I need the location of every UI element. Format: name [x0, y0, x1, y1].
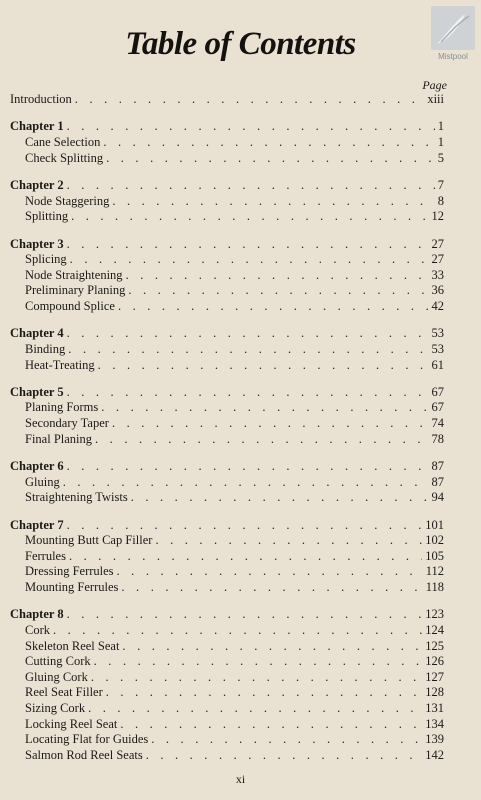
toc-entry-label: Skeleton Reel Seat — [25, 638, 120, 653]
toc-entry-page: 67 — [431, 384, 444, 399]
toc-section-entry — [10, 549, 444, 565]
toc-entry-label: Reel Seat Filler — [25, 685, 103, 700]
toc-leader-dots — [106, 151, 435, 167]
toc-leader-dots — [121, 580, 422, 596]
toc-section-entry — [10, 135, 444, 151]
toc-entry-page: 67 — [431, 400, 444, 415]
toc-entry-label: Mounting Butt Cap Filler — [25, 533, 153, 548]
toc-leader-dots — [94, 654, 423, 670]
toc-leader-dots — [67, 385, 429, 401]
toc-chapter-entry — [10, 607, 444, 623]
toc-entry-label: Mounting Ferrules — [25, 580, 119, 595]
toc-entry-page: 131 — [425, 700, 444, 715]
toc-entry-label: Salmon Rod Reel Seats — [25, 747, 143, 762]
toc-leader-dots — [106, 685, 422, 701]
toc-entry-page: 1 — [437, 134, 444, 149]
toc-entry-label: Cane Selection — [25, 134, 101, 149]
toc-entry-page: 139 — [425, 732, 444, 747]
toc-entry-page: 124 — [425, 623, 444, 637]
toc-section-entry — [10, 416, 444, 432]
toc-leader-dots — [112, 416, 429, 432]
toc-section-entry — [10, 670, 444, 686]
toc-entry-label: Final Planing — [25, 431, 93, 446]
toc-leader-dots — [112, 194, 434, 210]
toc-entry-label: Chapter 4 — [10, 326, 64, 341]
toc-entry-label: Chapter 5 — [10, 384, 64, 399]
toc-section-entry — [10, 717, 444, 733]
toc-section-entry — [10, 685, 444, 701]
toc-section-entry — [10, 151, 444, 167]
toc-section-entry — [10, 639, 444, 655]
toc-entry-label: Introduction — [10, 92, 72, 106]
toc-section-entry — [10, 533, 444, 549]
toc-chapter-entry — [10, 459, 444, 475]
toc-leader-dots — [67, 178, 435, 194]
toc-leader-dots — [67, 459, 429, 475]
toc-section-entry — [10, 475, 444, 491]
toc-spacer — [10, 596, 444, 608]
toc-section-entry — [10, 209, 444, 225]
toc-entry-page: 128 — [425, 685, 444, 700]
toc-spacer — [10, 225, 444, 237]
toc-entry-label: Node Straightening — [25, 267, 123, 282]
toc-leader-dots — [67, 326, 429, 342]
toc-chapter-entry — [10, 92, 444, 108]
toc-entry-page: 53 — [431, 326, 444, 341]
toc-leader-dots — [71, 209, 428, 225]
toc-entry-label: Splitting — [25, 209, 69, 224]
toc-entry-page: 5 — [437, 150, 444, 165]
toc-spacer — [10, 108, 444, 120]
toc-entry-label: Chapter 3 — [10, 236, 64, 251]
toc-entry-label: Ferrules — [25, 548, 66, 563]
toc-entry-label: Gluing — [25, 474, 60, 489]
toc-entry-page: 118 — [425, 580, 444, 595]
toc-entry-label: Chapter 1 — [10, 119, 64, 134]
toc-leader-dots — [67, 119, 435, 135]
toc-entry-label: Heat-Treating — [25, 357, 95, 372]
toc-leader-dots — [131, 490, 429, 506]
toc-section-entry — [10, 268, 444, 284]
toc-leader-dots — [118, 299, 429, 315]
toc-spacer — [10, 315, 444, 327]
toc-section-entry — [10, 732, 444, 748]
toc-list — [10, 92, 444, 763]
toc-entry-label: Gluing Cork — [25, 669, 88, 684]
toc-leader-dots — [67, 237, 429, 253]
toc-section-entry — [10, 283, 444, 299]
toc-entry-page: 74 — [431, 416, 444, 431]
toc-section-entry — [10, 748, 444, 764]
toc-chapter-entry — [10, 119, 444, 135]
toc-section-entry — [10, 342, 444, 358]
toc-entry-label: Dressing Ferrules — [25, 564, 114, 579]
toc-leader-dots — [101, 400, 428, 416]
toc-leader-dots — [70, 252, 429, 268]
page-column-header: Page — [422, 78, 447, 92]
toc-entry-page: 101 — [425, 517, 444, 532]
toc-leader-dots — [88, 701, 422, 717]
page-title: Table of Contents — [125, 26, 356, 62]
toc-section-entry — [10, 358, 444, 374]
toc-entry-page: 102 — [425, 533, 444, 548]
toc-entry-label: Binding — [25, 341, 66, 356]
toc-entry-label: Node Staggering — [25, 193, 110, 208]
toc-entry-page: 36 — [431, 283, 444, 298]
toc-leader-dots — [122, 639, 422, 655]
toc-entry-page: 87 — [431, 459, 444, 474]
toc-entry-page: 42 — [431, 298, 444, 313]
toc-section-entry — [10, 654, 444, 670]
toc-leader-dots — [67, 607, 423, 623]
toc-leader-dots — [155, 533, 422, 549]
toc-spacer — [10, 447, 444, 459]
toc-entry-page: 8 — [437, 193, 444, 208]
toc-section-entry — [10, 299, 444, 315]
toc-entry-label: Splicing — [25, 252, 67, 267]
toc-entry-label: Chapter 7 — [10, 517, 64, 532]
toc-leader-dots — [91, 670, 422, 686]
toc-leader-dots — [53, 623, 422, 639]
toc-entry-page: 134 — [425, 716, 444, 731]
toc-entry-label: Chapter 6 — [10, 459, 64, 474]
toc-entry-page: 142 — [425, 747, 444, 762]
toc-entry-page: 53 — [431, 341, 444, 356]
watermark-text: Mistpool — [438, 52, 468, 61]
toc-entry-page: 7 — [437, 177, 444, 192]
toc-entry-label: Preliminary Planing — [25, 283, 126, 298]
toc-chapter-entry — [10, 518, 444, 534]
toc-section-entry — [10, 564, 444, 580]
toc-entry-label: Secondary Taper — [25, 416, 109, 431]
toc-entry-page: 127 — [425, 669, 444, 684]
toc-leader-dots — [68, 342, 428, 358]
toc-section-entry — [10, 252, 444, 268]
toc-leader-dots — [63, 475, 429, 491]
toc-chapter-entry — [10, 178, 444, 194]
toc-section-entry — [10, 432, 444, 448]
toc-entry-label: Locking Reel Seat — [25, 716, 118, 731]
toc-leader-dots — [95, 432, 428, 448]
toc-leader-dots — [151, 732, 422, 748]
page-folio: xi — [235, 772, 246, 786]
toc-section-entry — [10, 701, 444, 717]
toc-section-entry — [10, 490, 444, 506]
toc-entry-label: Sizing Cork — [25, 700, 86, 715]
toc-chapter-entry — [10, 385, 444, 401]
toc-entry-page: 12 — [431, 209, 444, 224]
toc-entry-label: Chapter 8 — [10, 607, 64, 622]
toc-entry-page: 61 — [431, 357, 444, 372]
toc-entry-page: 123 — [425, 607, 444, 622]
toc-leader-dots — [69, 549, 422, 565]
toc-section-entry — [10, 623, 444, 639]
toc-spacer — [10, 166, 444, 178]
toc-entry-label: Straightening Twists — [25, 490, 128, 505]
toc-entry-label: Cork — [25, 623, 50, 637]
toc-spacer — [10, 373, 444, 385]
toc-leader-dots — [117, 564, 423, 580]
toc-entry-page: 126 — [425, 654, 444, 669]
toc-entry-label: Check Splitting — [25, 150, 104, 165]
toc-leader-dots — [75, 92, 425, 108]
toc-entry-page: 105 — [425, 548, 444, 563]
toc-chapter-entry — [10, 326, 444, 342]
toc-leader-dots — [120, 717, 422, 733]
toc-entry-page: 94 — [431, 490, 444, 505]
toc-entry-page: 87 — [431, 474, 444, 489]
toc-entry-page: 78 — [431, 431, 444, 446]
toc-leader-dots — [103, 135, 434, 151]
toc-section-entry — [10, 400, 444, 416]
toc-section-entry — [10, 580, 444, 596]
toc-section-entry — [10, 194, 444, 210]
toc-entry-page: 33 — [431, 267, 444, 282]
toc-entry-page: 125 — [425, 638, 444, 653]
toc-entry-page: xiii — [427, 92, 444, 106]
toc-leader-dots — [146, 748, 423, 764]
toc-chapter-entry — [10, 237, 444, 253]
toc-leader-dots — [128, 283, 428, 299]
toc-entry-label: Chapter 2 — [10, 177, 64, 192]
toc-entry-page: 1 — [437, 119, 444, 134]
toc-leader-dots — [126, 268, 429, 284]
toc-leader-dots — [67, 518, 423, 534]
toc-entry-label: Compound Splice — [25, 298, 115, 313]
toc-spacer — [10, 506, 444, 518]
toc-entry-page: 112 — [425, 564, 444, 579]
toc-entry-label: Cutting Cork — [25, 654, 91, 669]
toc-leader-dots — [98, 358, 429, 374]
toc-entry-label: Planing Forms — [25, 400, 99, 415]
toc-entry-page: 27 — [431, 236, 444, 251]
toc-entry-page: 27 — [431, 252, 444, 267]
toc-entry-label: Locating Flat for Guides — [25, 732, 149, 747]
